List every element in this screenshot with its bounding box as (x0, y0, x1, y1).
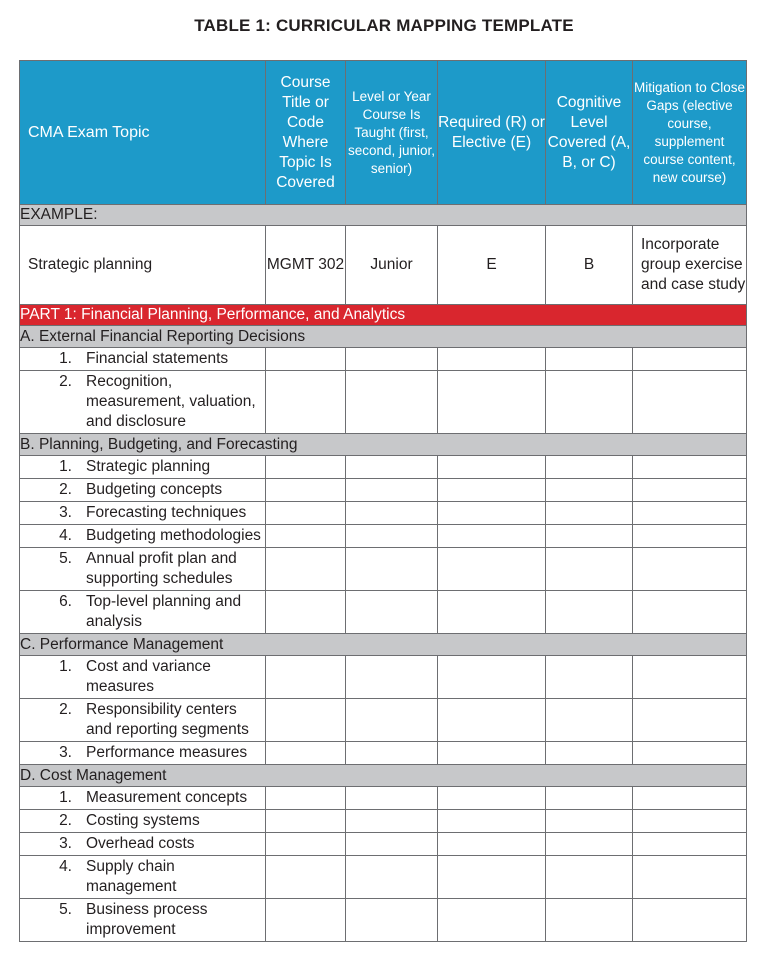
topic-cell (20, 856, 266, 899)
cognitive-cell[interactable] (546, 525, 633, 548)
section-row (20, 434, 747, 456)
cognitive-cell[interactable] (546, 548, 633, 591)
required-cell[interactable] (438, 699, 546, 742)
item-text: Strategic planning (86, 458, 211, 475)
level-cell[interactable] (346, 787, 438, 810)
course-cell[interactable] (266, 656, 346, 699)
cognitive-cell[interactable] (546, 371, 633, 434)
course-cell[interactable] (266, 371, 346, 434)
item-text: Responsibility centers and reporting segments (86, 701, 249, 738)
table-row (20, 787, 747, 810)
course-cell[interactable] (266, 787, 346, 810)
cognitive-cell[interactable] (546, 591, 633, 634)
topic-cell (20, 787, 266, 810)
level-cell[interactable] (346, 899, 438, 942)
level-cell[interactable] (346, 810, 438, 833)
header-course: Course Title or Code Where Topic Is Covered (266, 61, 346, 205)
required-cell[interactable] (438, 856, 546, 899)
item-number: 1. (59, 458, 72, 475)
cognitive-cell[interactable] (546, 699, 633, 742)
item-number: 4. (59, 858, 72, 875)
topic-cell (20, 656, 266, 699)
example-cognitive: B (546, 226, 633, 305)
item-number: 3. (59, 835, 72, 852)
mitigation-cell[interactable] (633, 699, 747, 742)
table-title: TABLE 1: CURRICULAR MAPPING TEMPLATE (194, 16, 574, 35)
required-cell[interactable] (438, 787, 546, 810)
section-row (20, 326, 747, 348)
level-cell[interactable] (346, 456, 438, 479)
mitigation-cell[interactable] (633, 348, 747, 371)
level-cell[interactable] (346, 699, 438, 742)
table-row (20, 833, 747, 856)
item-text: Budgeting concepts (86, 481, 223, 498)
item-text: Annual profit plan and supporting schedules (86, 550, 237, 587)
level-cell[interactable] (346, 833, 438, 856)
header-level: Level or Year Course Is Taught (first, second, junior, senior) (346, 61, 438, 205)
topic-cell (20, 548, 266, 591)
required-cell[interactable] (438, 479, 546, 502)
item-number: 1. (59, 350, 72, 367)
table-row (20, 856, 747, 899)
item-text: Budgeting methodologies (86, 527, 261, 544)
level-cell[interactable] (346, 856, 438, 899)
header-topic: CMA Exam Topic (20, 61, 266, 205)
mitigation-cell[interactable] (633, 479, 747, 502)
mitigation-cell[interactable] (633, 456, 747, 479)
cognitive-cell[interactable] (546, 899, 633, 942)
item-number: 4. (59, 527, 72, 544)
item-text: Cost and variance measures (86, 658, 211, 695)
item-number: 2. (59, 481, 72, 498)
level-cell[interactable] (346, 591, 438, 634)
topic-cell (20, 742, 266, 765)
mitigation-cell[interactable] (633, 502, 747, 525)
required-cell[interactable] (438, 456, 546, 479)
table-row (20, 699, 747, 742)
course-cell[interactable] (266, 856, 346, 899)
course-cell[interactable] (266, 456, 346, 479)
level-cell[interactable] (346, 525, 438, 548)
required-cell[interactable] (438, 810, 546, 833)
item-text: Recognition, measurement, valuation, and disclosure (86, 373, 256, 430)
course-cell[interactable] (266, 833, 346, 856)
item-text: Forecasting techniques (86, 504, 247, 521)
table-row (20, 742, 747, 765)
course-cell[interactable] (266, 348, 346, 371)
table-row (20, 656, 747, 699)
topic-cell (20, 371, 266, 434)
section-row (20, 634, 747, 656)
item-text: Measurement concepts (86, 789, 248, 806)
topic-cell (20, 348, 266, 371)
course-cell[interactable] (266, 591, 346, 634)
level-cell[interactable] (346, 742, 438, 765)
header-cognitive: Cognitive Level Covered (A, B, or C) (546, 61, 633, 205)
header-row (20, 61, 747, 205)
level-cell[interactable] (346, 548, 438, 591)
required-cell[interactable] (438, 591, 546, 634)
part-title: PART 1: Financial Planning, Performance, and Analytics (20, 305, 747, 326)
level-cell[interactable] (346, 656, 438, 699)
example-label: EXAMPLE: (20, 205, 747, 226)
cognitive-cell[interactable] (546, 856, 633, 899)
item-text: Performance measures (86, 744, 248, 761)
item-number: 6. (59, 593, 72, 610)
item-number: 3. (59, 504, 72, 521)
mitigation-cell[interactable] (633, 810, 747, 833)
table-row (20, 591, 747, 634)
cognitive-cell[interactable] (546, 787, 633, 810)
table-row (20, 525, 747, 548)
cognitive-cell[interactable] (546, 479, 633, 502)
mitigation-cell[interactable] (633, 742, 747, 765)
level-cell[interactable] (346, 348, 438, 371)
course-cell[interactable] (266, 699, 346, 742)
required-cell[interactable] (438, 899, 546, 942)
item-text: Overhead costs (86, 835, 195, 852)
topic-cell (20, 833, 266, 856)
item-text: Supply chain management (86, 858, 177, 895)
example-topic: Strategic planning (20, 226, 266, 305)
table-row (20, 899, 747, 942)
item-number: 1. (59, 658, 72, 675)
course-cell[interactable] (266, 742, 346, 765)
table-row (20, 456, 747, 479)
required-cell[interactable] (438, 525, 546, 548)
cognitive-cell[interactable] (546, 348, 633, 371)
cognitive-cell[interactable] (546, 742, 633, 765)
course-cell[interactable] (266, 479, 346, 502)
table-row (20, 502, 747, 525)
item-text: Financial statements (86, 350, 229, 367)
topic-cell (20, 591, 266, 634)
section-row (20, 765, 747, 787)
level-cell[interactable] (346, 479, 438, 502)
topic-cell (20, 479, 266, 502)
course-cell[interactable] (266, 899, 346, 942)
item-number: 5. (59, 901, 72, 918)
table-row (20, 548, 747, 591)
cognitive-cell[interactable] (546, 810, 633, 833)
section-title: B. Planning, Budgeting, and Forecasting (20, 434, 747, 456)
header-required: Required (R) or Elective (E) (438, 61, 546, 205)
cognitive-cell[interactable] (546, 502, 633, 525)
mitigation-cell[interactable] (633, 833, 747, 856)
required-cell[interactable] (438, 502, 546, 525)
mitigation-cell[interactable] (633, 656, 747, 699)
mitigation-cell[interactable] (633, 525, 747, 548)
example-row (20, 226, 747, 305)
topic-cell (20, 810, 266, 833)
table-row (20, 479, 747, 502)
required-cell[interactable] (438, 656, 546, 699)
mitigation-cell[interactable] (633, 371, 747, 434)
item-text: Costing systems (86, 812, 200, 829)
required-cell[interactable] (438, 348, 546, 371)
required-cell[interactable] (438, 371, 546, 434)
curricular-mapping-table (19, 60, 747, 942)
example-level: Junior (346, 226, 438, 305)
course-cell[interactable] (266, 810, 346, 833)
table-row (20, 810, 747, 833)
topic-cell (20, 456, 266, 479)
topic-cell (20, 502, 266, 525)
required-cell[interactable] (438, 742, 546, 765)
item-number: 2. (59, 701, 72, 718)
part-row (20, 305, 747, 326)
required-cell[interactable] (438, 833, 546, 856)
mitigation-cell[interactable] (633, 787, 747, 810)
example-course: MGMT 302 (266, 226, 346, 305)
table-row (20, 348, 747, 371)
level-cell[interactable] (346, 502, 438, 525)
section-title: D. Cost Management (20, 765, 747, 787)
cognitive-cell[interactable] (546, 456, 633, 479)
example-mitigation: Incorporate group exercise and case study (633, 226, 747, 305)
cognitive-cell[interactable] (546, 833, 633, 856)
mitigation-cell[interactable] (633, 591, 747, 634)
required-cell[interactable] (438, 548, 546, 591)
cognitive-cell[interactable] (546, 656, 633, 699)
section-title: A. External Financial Reporting Decisions (20, 326, 747, 348)
item-number: 1. (59, 789, 72, 806)
example-required: E (438, 226, 546, 305)
topic-cell (20, 699, 266, 742)
course-cell[interactable] (266, 525, 346, 548)
item-text: Business process improvement (86, 901, 208, 938)
course-cell[interactable] (266, 502, 346, 525)
example-label-row (20, 205, 747, 226)
item-number: 3. (59, 744, 72, 761)
topic-cell (20, 525, 266, 548)
item-text: Top-level planning and analysis (86, 593, 242, 630)
item-number: 5. (59, 550, 72, 567)
item-number: 2. (59, 373, 72, 390)
course-cell[interactable] (266, 548, 346, 591)
mitigation-cell[interactable] (633, 899, 747, 942)
topic-cell (20, 899, 266, 942)
item-number: 2. (59, 812, 72, 829)
level-cell[interactable] (346, 371, 438, 434)
mitigation-cell[interactable] (633, 548, 747, 591)
section-title: C. Performance Management (20, 634, 747, 656)
mitigation-cell[interactable] (633, 856, 747, 899)
header-mitigation: Mitigation to Close Gaps (elective course, supplement course content, new course) (633, 61, 747, 205)
table-row (20, 371, 747, 434)
